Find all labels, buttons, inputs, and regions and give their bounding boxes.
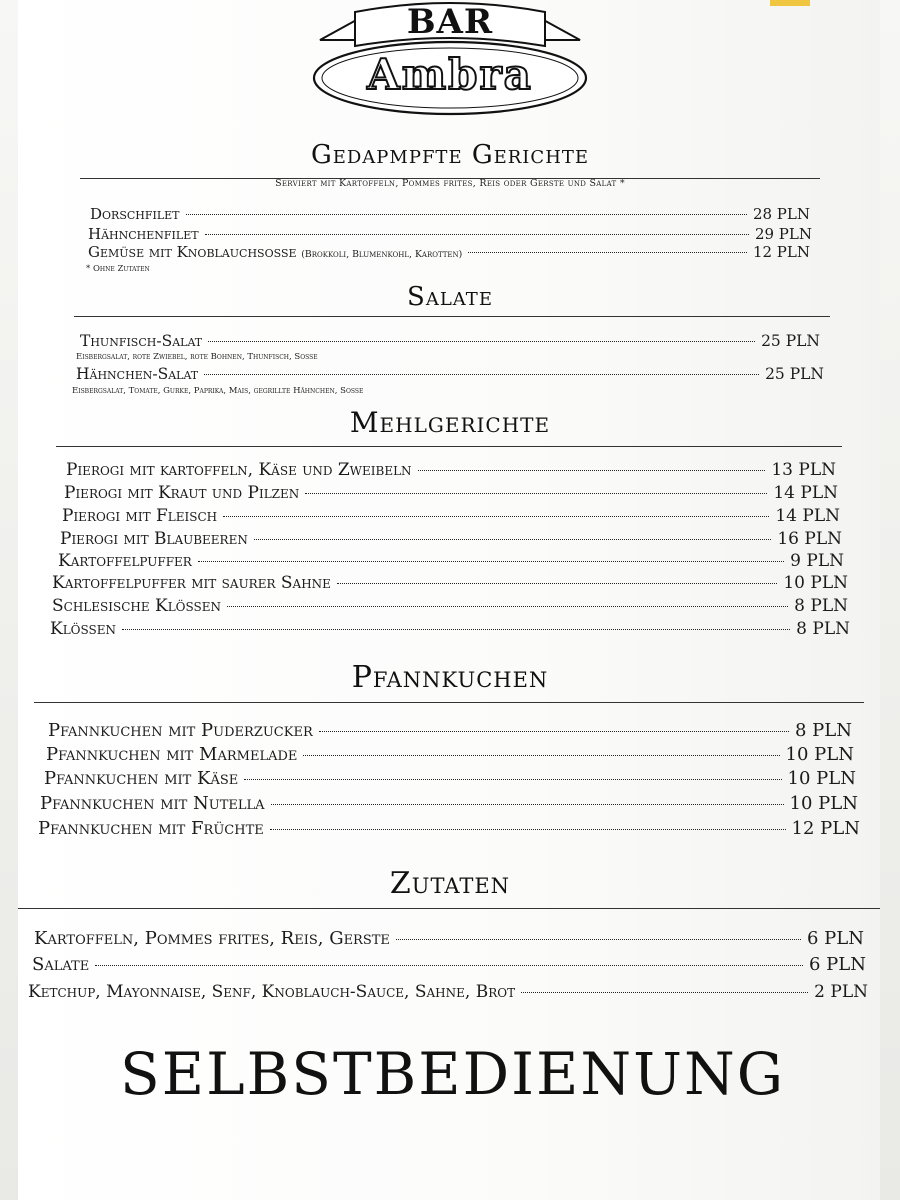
item-name: Pierogi mit kartoffeln, Käse und Zweibeln <box>66 460 412 480</box>
menu-item-row <box>76 365 824 383</box>
leader-dots <box>319 731 789 732</box>
item-name: Pfannkuchen mit Früchte <box>38 818 264 839</box>
leader-dots <box>270 829 786 830</box>
section-title-gedampfte: Gedapmpfte Gerichte <box>310 140 590 170</box>
leader-dots <box>198 561 784 562</box>
item-price: 25 PLN <box>761 332 820 350</box>
leader-dots <box>303 755 779 756</box>
item-price: 9 PLN <box>790 551 844 571</box>
menu-item-row <box>88 243 810 261</box>
menu-item-row <box>60 529 842 549</box>
item-name: Hähnchen-Salat <box>76 365 199 383</box>
logo-bar-text: BAR <box>406 2 494 42</box>
item-name-text: Gemüse mit Knoblauchsosse <box>88 243 297 261</box>
section-rule <box>74 316 830 317</box>
section-title-mehlgerichte: Mehlgerichte <box>349 406 551 439</box>
item-price: 25 PLN <box>765 365 824 383</box>
item-price: 14 PLN <box>773 483 838 503</box>
leader-dots <box>223 516 769 517</box>
leader-dots <box>418 470 766 471</box>
item-price: 6 PLN <box>807 928 864 949</box>
section-rule <box>18 908 880 909</box>
leader-dots <box>95 965 803 966</box>
menu-item-row <box>50 619 850 639</box>
leader-dots <box>337 583 777 584</box>
menu-item-row <box>80 332 820 350</box>
leader-dots <box>122 629 790 630</box>
item-name: Pierogi mit Fleisch <box>62 506 218 526</box>
item-name: Pierogi mit Kraut und Pilzen <box>64 483 300 503</box>
item-name: Salate <box>32 954 90 975</box>
menu-item-row <box>64 483 838 503</box>
leader-dots <box>468 252 747 253</box>
item-price: 2 PLN <box>814 982 868 1002</box>
menu-item-row <box>44 768 856 789</box>
logo-name-text: Ambra <box>367 50 533 99</box>
item-name: Pfannkuchen mit Nutella <box>40 793 265 814</box>
item-price: 12 PLN <box>752 243 810 261</box>
menu-item-row <box>62 506 840 526</box>
item-price: 10 PLN <box>785 744 854 765</box>
item-name: Dorschfilet <box>90 205 180 223</box>
menu-item-row <box>52 573 848 593</box>
item-detail: (Brokkoli, Blumenkohl, Karotten) <box>301 249 463 260</box>
menu-item-row <box>32 954 866 975</box>
item-price: 8 PLN <box>796 619 850 639</box>
item-price: 8 PLN <box>795 720 852 741</box>
menu-item-row <box>38 818 860 839</box>
section-subtitle: Serviert mit Kartoffeln, Pommes frites, Reis oder Gerste und Salat * <box>275 178 625 189</box>
item-name: Hähnchenfilet <box>88 225 199 243</box>
menu-item-row <box>46 744 854 765</box>
menu-item-row <box>66 460 836 480</box>
item-name <box>88 243 462 261</box>
item-price: 13 PLN <box>771 460 836 480</box>
leader-dots <box>205 234 749 235</box>
menu-item-row <box>88 225 812 243</box>
item-price: 10 PLN <box>783 573 848 593</box>
item-price: 10 PLN <box>789 793 858 814</box>
leader-dots <box>305 493 767 494</box>
section-title-zutaten: Zutaten <box>389 866 511 901</box>
leader-dots <box>227 606 788 607</box>
item-price: 14 PLN <box>775 506 840 526</box>
menu-item-row <box>52 596 848 616</box>
leader-dots <box>244 779 781 780</box>
leader-dots <box>208 341 755 342</box>
section-title-salate: Salate <box>407 282 493 312</box>
item-name: Kartoffeln, Pommes frites, Reis, Gerste <box>34 928 390 949</box>
leader-dots <box>204 374 759 375</box>
self-service-banner: SELBSTBEDIENUNG <box>120 1040 786 1108</box>
item-name: Schlesische Klössen <box>52 596 222 616</box>
item-name: Pfannkuchen mit Puderzucker <box>48 720 313 741</box>
section-rule <box>34 702 864 703</box>
leader-dots <box>396 939 801 940</box>
leader-dots <box>186 214 747 215</box>
menu-item-row <box>40 793 858 814</box>
item-price: 8 PLN <box>794 596 848 616</box>
section-title-pfannkuchen: Pfannkuchen <box>351 660 549 695</box>
background-object <box>770 0 810 6</box>
leader-dots <box>271 804 784 805</box>
section-rule <box>56 446 842 447</box>
item-name: Pfannkuchen mit Käse <box>44 768 239 789</box>
menu-item-row <box>34 928 864 949</box>
item-price: 29 PLN <box>754 225 812 243</box>
item-description: Eisbergsalat, Tomate, Gurke, Paprika, Mais, gegrillte Hähnchen, Sosse <box>72 386 364 396</box>
item-price: 28 PLN <box>752 205 810 223</box>
leader-dots <box>521 992 808 993</box>
item-name: Pfannkuchen mit Marmelade <box>46 744 298 765</box>
leader-dots <box>254 539 772 540</box>
item-price: 16 PLN <box>777 529 842 549</box>
footnote: * Ohne Zutaten <box>86 264 150 274</box>
bar-ambra-logo <box>300 0 600 118</box>
item-name: Kartoffelpuffer <box>58 551 192 571</box>
item-name: Thunfisch-Salat <box>80 332 203 350</box>
item-name: Pierogi mit Blaubeeren <box>60 529 248 549</box>
menu-item-row <box>48 720 852 741</box>
item-price: 10 PLN <box>787 768 856 789</box>
item-name: Ketchup, Mayonnaise, Senf, Knoblauch-Sauce, Sahne, Brot <box>28 982 516 1002</box>
item-price: 6 PLN <box>809 954 866 975</box>
item-description: Eisbergsalat, rote Zwiebel, rote Bohnen, Thunfisch, Sosse <box>76 352 318 362</box>
item-name: Kartoffelpuffer mit saurer Sahne <box>52 573 331 593</box>
item-name: Klössen <box>50 619 116 639</box>
menu-item-row <box>90 205 810 223</box>
item-price: 12 PLN <box>791 818 860 839</box>
menu-item-row <box>58 551 844 571</box>
menu-item-row <box>28 982 868 1002</box>
